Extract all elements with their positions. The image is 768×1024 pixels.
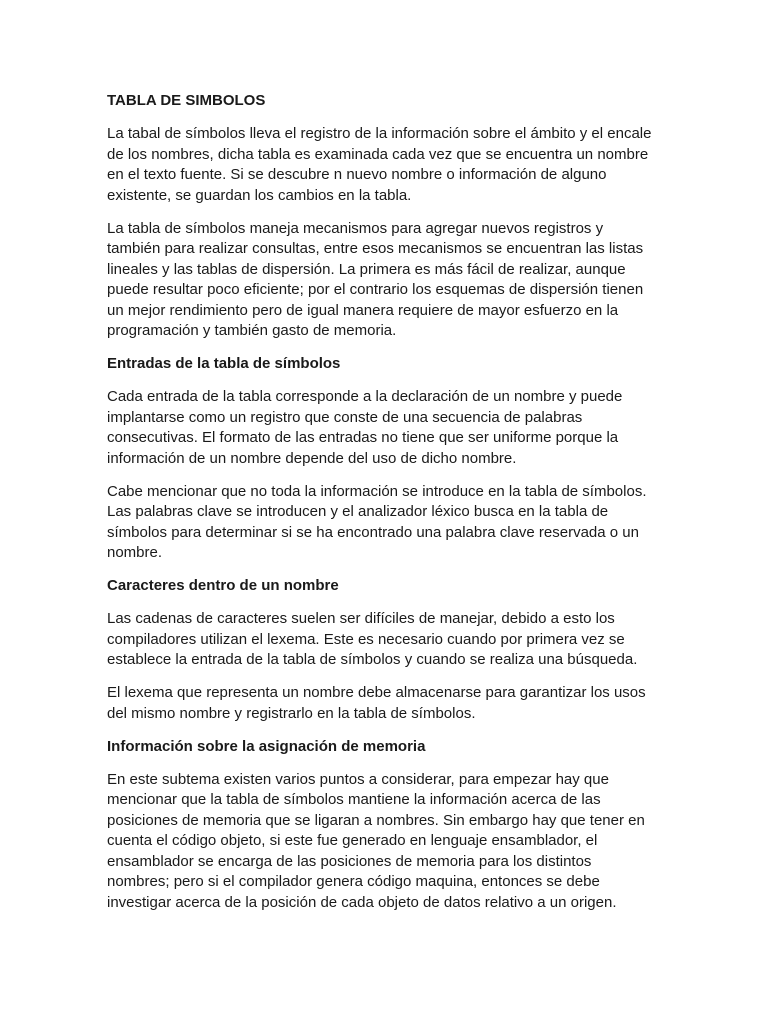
paragraph-cadenas: Las cadenas de caracteres suelen ser difíciles de manejar, debido a esto los compiladores utilizan el lexema. Este es necesario cuando por primera vez se establece la entrada de la tabla de símbolos y cuando se realiza una búsqueda. [107,610,638,668]
section-heading-caracteres: Caracteres dentro de un nombre [107,577,339,594]
paragraph-palabras-clave: Cabe mencionar que no toda la información se introduce en la tabla de símbolos. Las palabras clave se introducen y el analizador léxico busca en la tabla de símbolos para determinar si se ha encontrado una palabra clave reservada o un nombre. [107,482,647,561]
document-title: TABLA DE SIMBOLOS [107,92,266,109]
paragraph-intro: La tabal de símbolos lleva el registro de la información sobre el ámbito y el encale de los nombres, dicha tabla es examinada cada vez que se encuentra un nombre en el texto fuente. Si se descubre n nuevo nombre o información de alguno existente, se guardan los cambios en la tabla. [107,125,652,204]
section-heading-entradas: Entradas de la tabla de símbolos [107,355,341,372]
paragraph-lexema: El lexema que representa un nombre debe almacenarse para garantizar los usos del mismo nombre y registrarlo en la tabla de símbolos. [107,684,646,722]
paragraph-memoria: En este subtema existen varios puntos a considerar, para empezar hay que mencionar que la tabla de símbolos mantiene la información acerca de las posiciones de memoria que se ligaran a nombres. Sin embargo hay que tener en cuenta el código objeto, si este fue generado en lenguaje ensamblador, el ensamblador se encarga de las posiciones de memoria para los distintos nombres; pero si el compilador genera código maquina, entonces se debe investigar acerca de la posición de cada objeto de datos relativo a un origen. [107,770,645,911]
document-body [107,91,652,926]
paragraph-mechanisms: La tabla de símbolos maneja mecanismos para agregar nuevos registros y también para realizar consultas, entre esos mecanismos se encuentran las listas lineales y las tablas de dispersión. La primera es más fácil de realizar, aunque puede resultar poco eficiente; por el contrario los esquemas de dispersión tienen un mejor rendimiento pero de igual manera requiere de mayor esfuerzo en la programación y también gasto de memoria. [107,219,644,339]
section-heading-memoria: Información sobre la asignación de memoria [107,737,426,755]
paragraph-entradas: Cada entrada de la tabla corresponde a la declaración de un nombre y puede implantarse como un registro que conste de una secuencia de palabras consecutivas. El formato de las entradas no tiene que ser uniforme porque la información de un nombre depende del uso de dicho nombre. [107,388,623,467]
